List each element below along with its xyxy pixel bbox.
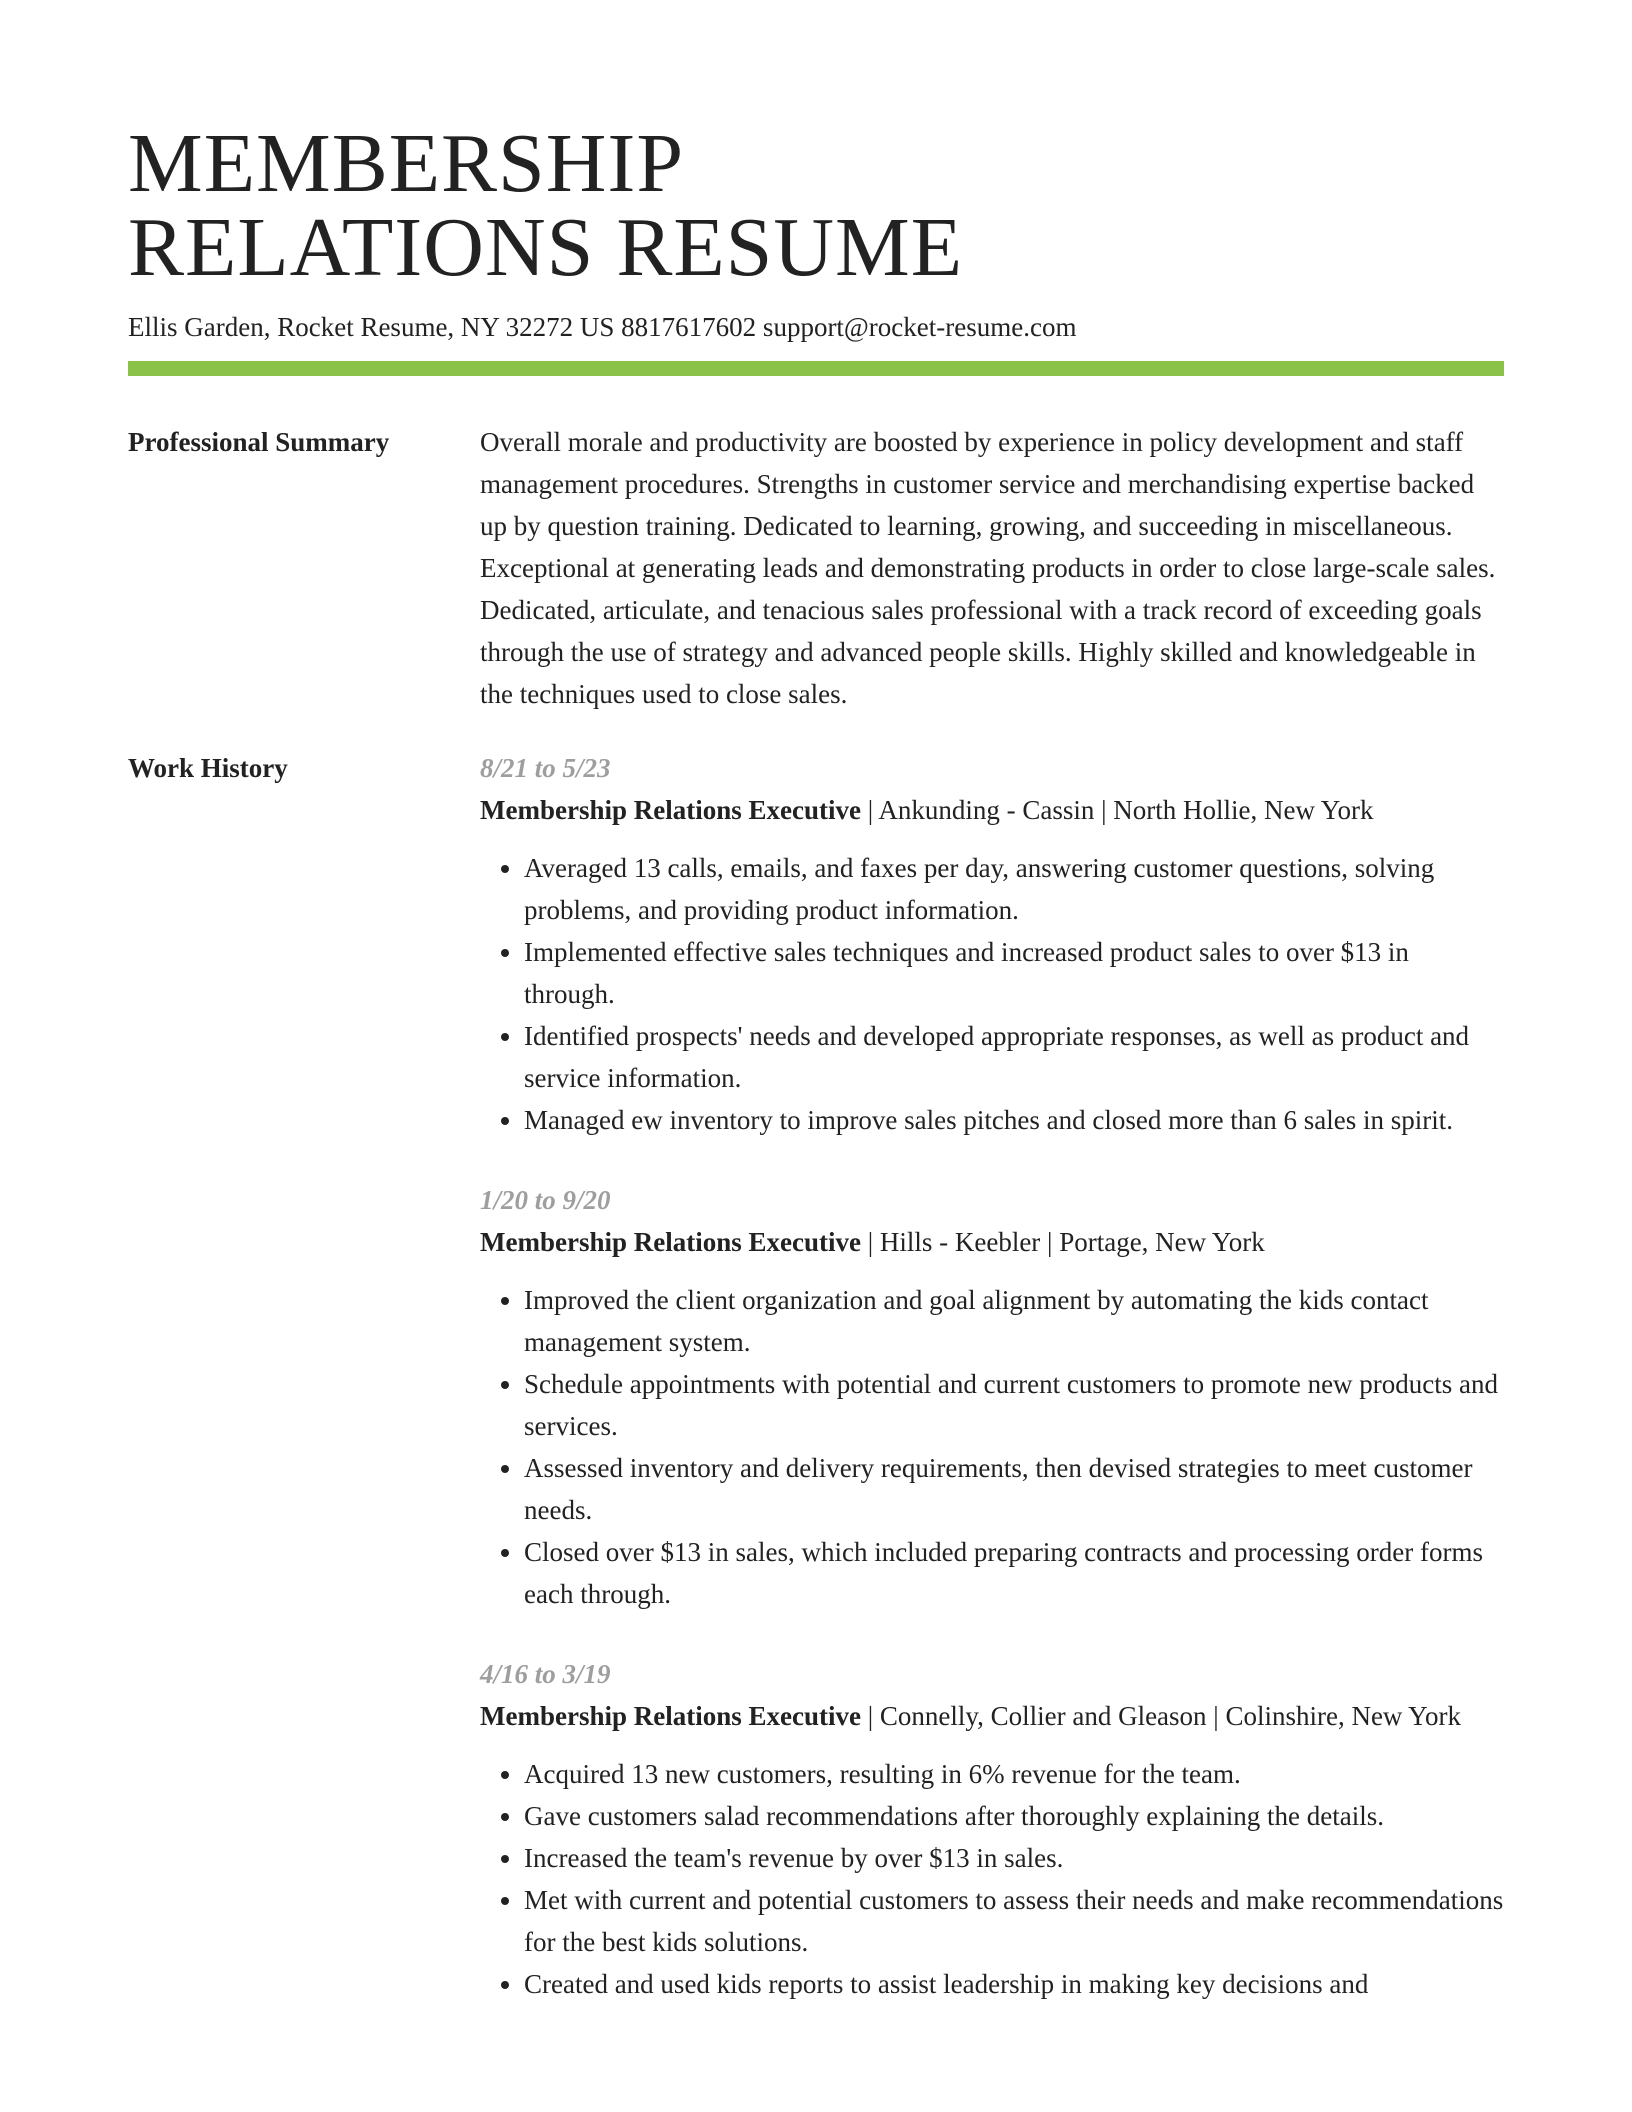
job-details: | Hills - Keebler | Portage, New York <box>860 1227 1265 1257</box>
resume-page <box>128 0 1504 2043</box>
professional-summary-text: Overall morale and productivity are boosted by experience in policy development and staff management procedures. Strengths in customer service and merchandising expertise backed up by question training. Dedicated to learning, growing, and succeeding in miscellaneous. Exceptional at generating leads and demonstrating products in order to close large-scale sales. Dedicated, articulate, and tenacious sales professional with a track record of exceeding goals through the use of strategy and advanced people skills. Highly skilled and knowledgeable in the techniques used to close sales. <box>480 427 1496 709</box>
job-bullet-list <box>480 1279 1504 1615</box>
job-bullet: • Acquired 13 new customers, resulting in 6% revenue for the team. <box>524 1753 1504 1795</box>
job-heading <box>480 1221 1504 1263</box>
work-history-section <box>128 747 1504 2043</box>
job-bullet: • Managed ew inventory to improve sales pitches and closed more than 6 sales in spirit. <box>524 1099 1504 1141</box>
job-bullet: • Assessed inventory and delivery requirements, then devised strategies to meet customer needs. <box>524 1447 1504 1531</box>
job-bullet: • Schedule appointments with potential and current customers to promote new products and services. <box>524 1363 1504 1447</box>
job-entry <box>480 1653 1504 2005</box>
resume-title-line-2: RELATIONS RESUME <box>128 201 964 294</box>
job-heading <box>480 1695 1504 1737</box>
job-bullet: • Identified prospects' needs and developed appropriate responses, as well as product and service information. <box>524 1015 1504 1099</box>
job-bullet: • Closed over $13 in sales, which included preparing contracts and processing order forms each through. <box>524 1531 1504 1615</box>
job-title: Membership Relations Executive <box>480 1227 861 1257</box>
job-entry <box>480 1179 1504 1615</box>
resume-title-line-1: MEMBERSHIP <box>128 117 685 210</box>
job-title: Membership Relations Executive <box>480 1701 861 1731</box>
job-bullet-list <box>480 1753 1504 2005</box>
job-bullet: • Implemented effective sales techniques and increased product sales to over $13 in through. <box>524 931 1504 1015</box>
job-details: | Connelly, Collier and Gleason | Colinshire, New York <box>860 1701 1461 1731</box>
job-details: | Ankunding - Cassin | North Hollie, New York <box>860 795 1374 825</box>
professional-summary-heading: Professional Summary <box>128 427 390 457</box>
job-heading <box>480 789 1504 831</box>
job-bullet: • Created and used kids reports to assist leadership in making key decisions and <box>524 1963 1504 2005</box>
professional-summary-section <box>128 421 1504 715</box>
job-bullet: • Improved the client organization and goal alignment by automating the kids contact management system. <box>524 1279 1504 1363</box>
work-history-list <box>480 747 1504 2043</box>
job-dates: 1/20 to 9/20 <box>480 1185 611 1215</box>
accent-divider <box>128 361 1504 376</box>
job-bullet: • Averaged 13 calls, emails, and faxes per day, answering customer questions, solving problems, and providing product information. <box>524 847 1504 931</box>
job-entry <box>480 747 1504 1141</box>
job-dates: 8/21 to 5/23 <box>480 753 611 783</box>
job-bullet-list <box>480 847 1504 1141</box>
contact-line: Ellis Garden, Rocket Resume, NY 32272 US 8817617602 support@rocket-resume.com <box>128 312 1077 342</box>
resume-title <box>128 0 1504 294</box>
work-history-heading: Work History <box>128 753 288 783</box>
job-bullet: • Met with current and potential customers to assess their needs and make recommendations for the best kids solutions. <box>524 1879 1504 1963</box>
job-bullet: • Increased the team's revenue by over $13 in sales. <box>524 1837 1504 1879</box>
job-bullet: • Gave customers salad recommendations after thoroughly explaining the details. <box>524 1795 1504 1837</box>
job-title: Membership Relations Executive <box>480 795 861 825</box>
job-dates: 4/16 to 3/19 <box>480 1659 611 1689</box>
